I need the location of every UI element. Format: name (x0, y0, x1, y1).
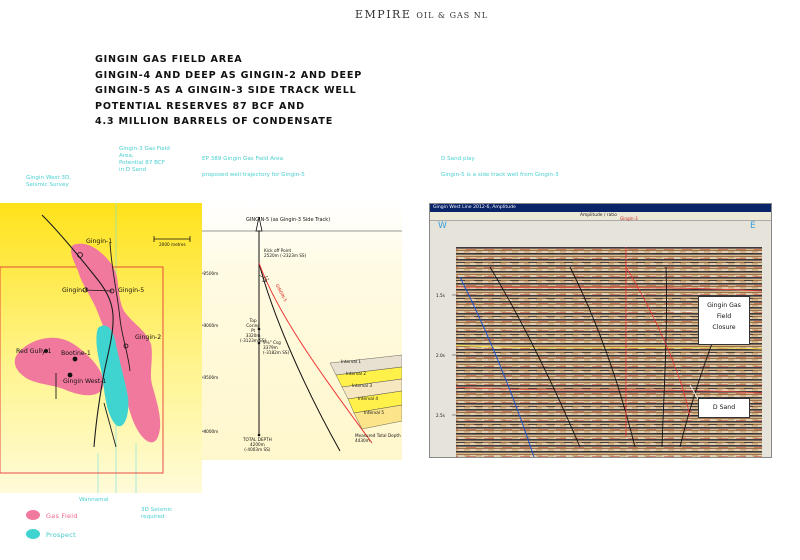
angle-label: 28° (262, 278, 270, 283)
formation-4-label: Interval 4 (358, 396, 379, 401)
label-line: 4200m (249, 442, 265, 447)
note-3d-required (141, 507, 172, 521)
well-bootine-1: Bootine-1 (61, 350, 91, 357)
kick-off-label (264, 248, 306, 258)
label-line: 2520m (-2323m SS) (264, 253, 307, 258)
depth-tick-2500: -2500m (202, 271, 219, 276)
note-gingin3-area (119, 146, 170, 174)
time-tick-2: 2.0s (436, 353, 445, 358)
scale-text: 2000 metres (159, 242, 186, 247)
label-line: (-3123m SS) (240, 338, 267, 343)
label-line: 4430m (355, 438, 370, 443)
label-line: TOTAL DEPTH (243, 437, 272, 442)
gingin3-marker: Gingin-3 (620, 216, 638, 221)
legend-gas-field-label: Gas Field (46, 512, 78, 520)
label-line: Pt (251, 328, 256, 333)
seismic-toolbar[interactable] (430, 212, 771, 221)
legend-gas-field-swatch (26, 510, 40, 520)
brand-suffix: OIL & GAS NL (416, 11, 489, 20)
note-trajectory: proposed well trajectory for Gingin-5 (202, 172, 305, 178)
callout-line: Closure (712, 324, 736, 331)
depth-tick-4000: -4000m (202, 429, 219, 434)
note-line: Area, (119, 153, 134, 159)
label-line: 9⅝" Csg (263, 340, 281, 345)
note-line: 3D Seismic (141, 507, 173, 513)
note-line: Gingin West 3D, (26, 175, 72, 181)
legend-prospect-label: Prospect (46, 531, 76, 539)
note-line: Seismic Survey (26, 182, 69, 188)
legend-prospect-swatch (26, 529, 40, 539)
depth-tick-3000: -3000m (202, 323, 219, 328)
seismic-section (430, 247, 771, 457)
well-gingin-west-1: Gingin West-1 (63, 378, 107, 385)
toolbar-amplitude-select[interactable]: Amplitude / ratio (580, 213, 617, 218)
title-line-4: POTENTIAL RESERVES 87 BCF AND (95, 100, 305, 112)
label-line: (-4003m SS) (244, 447, 271, 452)
title-block (95, 52, 362, 130)
callout-line: Gingin Gas (707, 302, 741, 309)
label-line: 3320m (245, 333, 261, 338)
closure-callout (698, 296, 750, 345)
east-marker: E (750, 221, 756, 231)
seismic-viewer-window[interactable] (429, 203, 772, 458)
formation-3-label: Interval 3 (352, 383, 373, 388)
total-depth-label (243, 437, 272, 452)
note-line: Potential 87 BCF (119, 160, 166, 166)
west-marker: W (438, 221, 447, 231)
note-line: required (141, 514, 165, 520)
note-gingin-west-3d (26, 175, 71, 189)
note-sidetrack: Gingin-5 is a side track well from Gingin-3 (441, 172, 559, 178)
formation-2-label: Interval 2 (346, 371, 367, 376)
casing-label (263, 340, 289, 355)
seismic-window-title: Gingin West Line 2012-6, Amplitude (430, 204, 771, 212)
well-gingin-1: Gingin-1 (86, 238, 113, 245)
time-tick-3: 2.5s (436, 413, 445, 418)
gingin5-trajectory-label: GINGIN-5 (274, 283, 289, 303)
map-scale-label (159, 231, 186, 250)
note-wannamal: Wannamal (79, 497, 109, 503)
formation-1-label: Interval 1 (341, 359, 362, 364)
well-diagram-header: GINGIN-5 (as Gingin-3 Side Track) (246, 217, 331, 223)
title-line-3: GINGIN-5 AS A GINGIN-3 SIDE TRACK WELL (95, 85, 357, 96)
label-line: (-3182m SS) (263, 350, 290, 355)
well-gingin-5: Gingin-5 (118, 287, 145, 294)
time-tick-1: 1.5s (436, 293, 445, 298)
brand-name: EMPIRE (355, 8, 412, 21)
formation-5-label: Interval 5 (364, 410, 385, 415)
well-red-gully-1: Red Gully-1 (16, 348, 52, 355)
note-line: in D Sand (119, 167, 147, 173)
note-dsand-play: D Sand play (441, 156, 475, 162)
company-logo (355, 8, 488, 21)
title-line-1: GINGIN GAS FIELD AREA (95, 54, 243, 65)
note-ep389: EP 389 Gingin Gas Field Area (202, 156, 284, 162)
measured-td-label (355, 433, 401, 443)
trace-header-strip (430, 221, 771, 248)
label-line: 3379m (263, 345, 278, 350)
title-line-5: 4.3 MILLION BARRELS OF CONDENSATE (95, 116, 334, 127)
well-gingin-2: Gingin-2 (135, 334, 162, 341)
label-line: Top (249, 318, 257, 323)
note-line: Gingin-3 Gas Field (119, 146, 170, 152)
dsand-callout: D Sand (698, 398, 750, 418)
title-line-2: GINGIN-4 AND DEEP AS GINGIN-2 AND DEEP (95, 69, 363, 81)
depth-tick-3500: -3500m (202, 375, 219, 380)
well-trajectory-diagram (202, 203, 402, 460)
label-line: Kick off Point (264, 248, 292, 253)
label-line: Measured Total Depth (355, 433, 401, 438)
well-gingin-3: Gingin-3 (62, 287, 89, 294)
label-line: Coring (246, 323, 260, 328)
callout-line: Field (716, 313, 732, 320)
